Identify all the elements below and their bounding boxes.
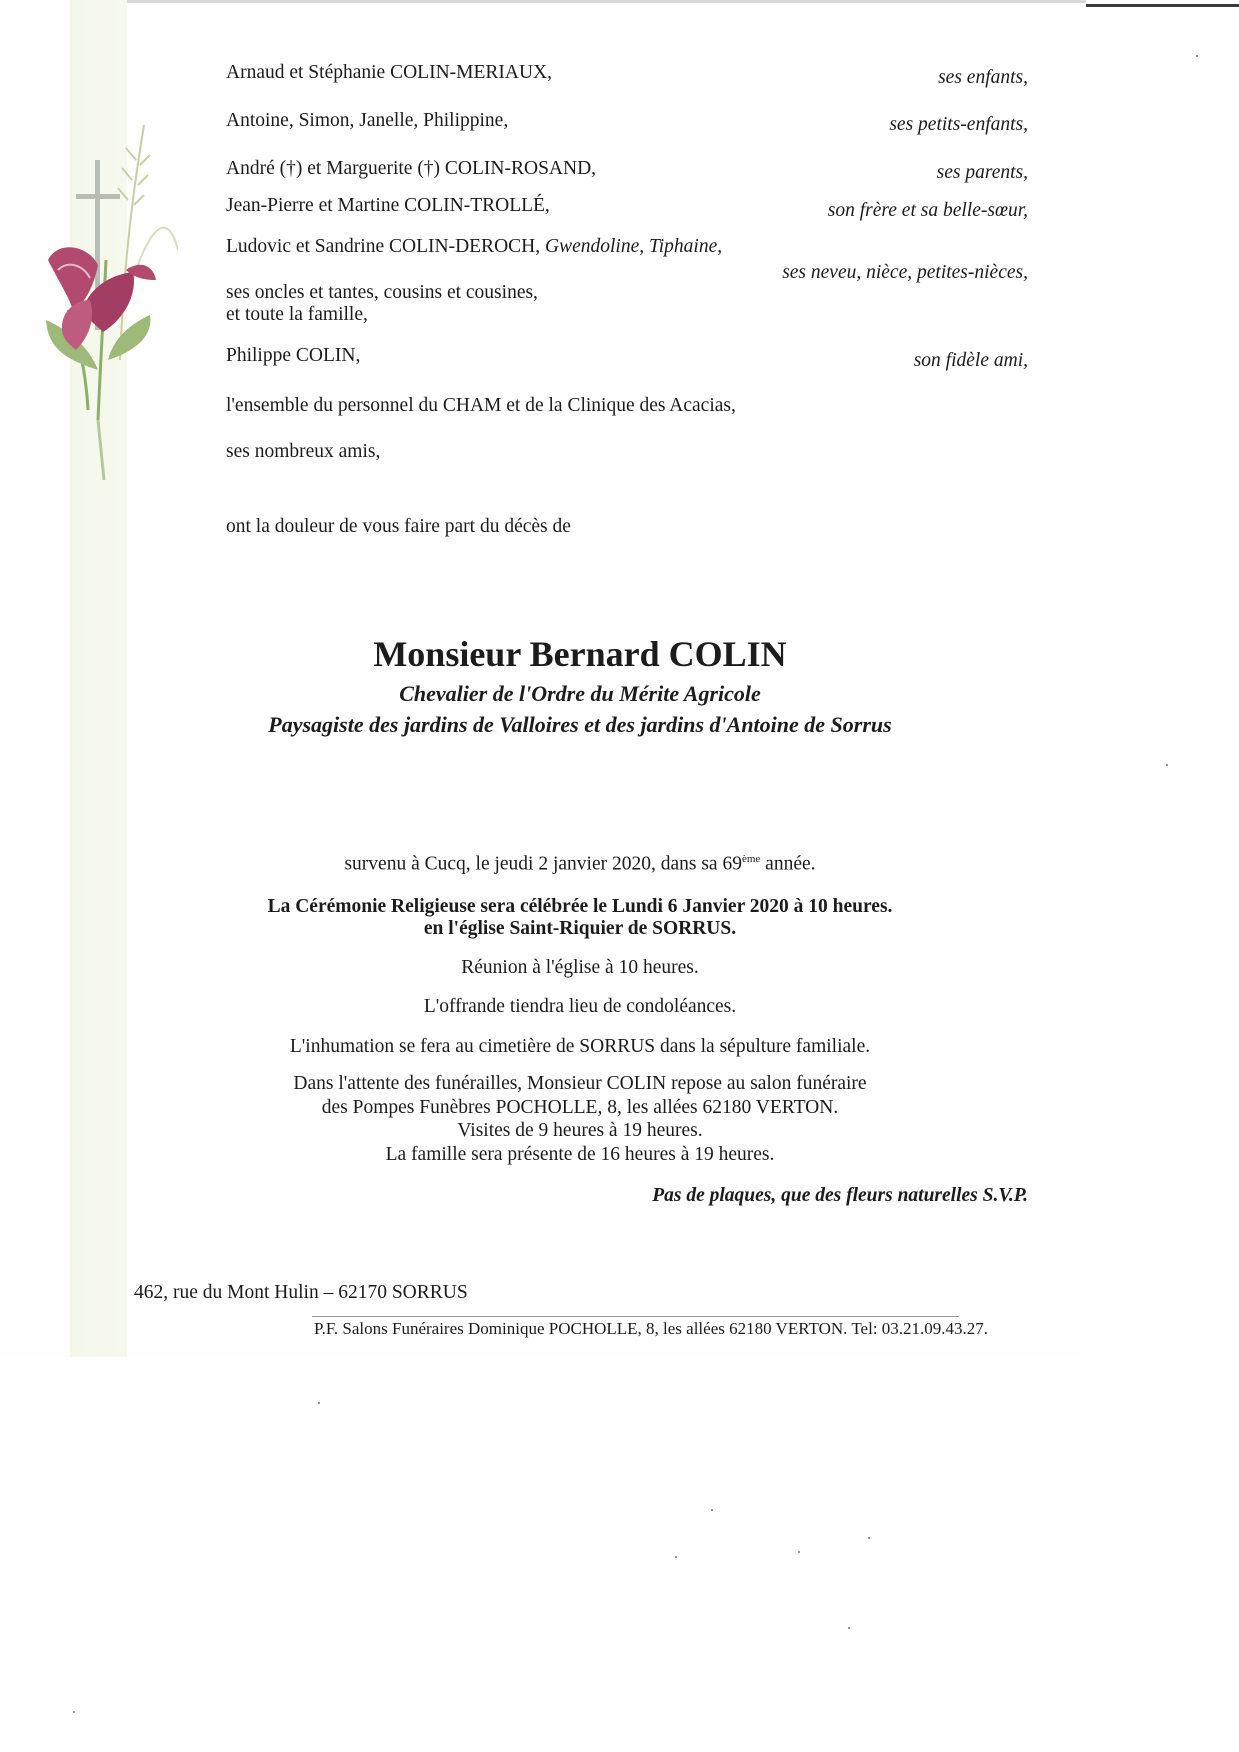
death-text-end: année. — [760, 853, 816, 875]
sibling-relation: son frère et sa belle-sœur, — [827, 200, 1028, 221]
family-present-line: La famille sera présente de 16 heures à 19 heures. — [385, 1144, 775, 1165]
burial-line: L'inhumation se fera au cimetière de SORRUS dans la sépulture familiale. — [289, 1036, 871, 1057]
friend-names: Philippe COLIN, — [226, 345, 361, 366]
floral-ornament — [28, 110, 178, 480]
scan-edge — [1086, 4, 1239, 7]
scan-speck — [73, 1711, 75, 1713]
address-line: 462, rue du Mont Hulin – 62170 SORRUS — [134, 1282, 468, 1303]
grandchildren-names: Antoine, Simon, Janelle, Philippine, — [226, 110, 509, 131]
visits-line: Visites de 9 heures à 19 heures. — [457, 1120, 703, 1141]
parents-relation: ses parents, — [936, 162, 1028, 183]
announcement-line: ont la douleur de vous faire part du décès de — [226, 516, 571, 537]
rest-line-2: des Pompes Funèbres POCHOLLE, 8, les allées 62180 VERTON. — [321, 1097, 839, 1118]
nephew-names-italic: Gwendoline, Tiphaine, — [545, 236, 723, 257]
top-edge — [70, 0, 1086, 3]
offering-line: L'offrande tiendra lieu de condoléances. — [423, 996, 737, 1017]
nephew-relation: ses neveu, nièce, petites-nièces, — [782, 262, 1028, 283]
footer-rule — [312, 1316, 959, 1317]
death-line — [0, 854, 1160, 874]
children-names: Arnaud et Stéphanie COLIN-MERIAUX, — [226, 62, 553, 83]
ceremony-line-1: La Cérémonie Religieuse sera célébrée le Lundi 6 Janvier 2020 à 10 heures. — [267, 896, 893, 917]
deceased-title-2: Paysagiste des jardins de Valloires et des jardins d'Antoine de Sorrus — [268, 712, 892, 737]
calla-lily-icon — [46, 247, 156, 420]
grandchildren-relation: ses petits-enfants, — [889, 114, 1028, 135]
parents-names: André (†) et Marguerite (†) COLIN-ROSAND, — [226, 158, 597, 179]
death-text: survenu à Cucq, le jeudi 2 janvier 2020, dans sa 69 — [344, 853, 742, 875]
scan-speck — [318, 1402, 320, 1404]
friend-relation: son fidèle ami, — [913, 350, 1028, 371]
nephew-names — [226, 237, 722, 257]
scan-speck — [798, 1551, 800, 1553]
scan-speck — [848, 1627, 850, 1629]
deceased-name: Monsieur Bernard COLIN — [373, 634, 787, 674]
ceremony-line-2: en l'église Saint-Riquier de SORRUS. — [423, 918, 737, 939]
rest-line-1: Dans l'attente des funérailles, Monsieur COLIN repose au salon funéraire — [293, 1073, 867, 1094]
staff-line: l'ensemble du personnel du CHAM et de la Clinique des Acacias, — [226, 395, 736, 416]
scan-speck — [1166, 764, 1168, 766]
scan-speck — [1196, 55, 1198, 57]
deceased-title-1: Chevalier de l'Ordre du Mérite Agricole — [399, 681, 761, 706]
meeting-line: Réunion à l'église à 10 heures. — [461, 957, 699, 978]
death-superscript: ème — [741, 853, 761, 865]
nephew-names-main: Ludovic et Sandrine COLIN-DEROCH, — [226, 236, 541, 257]
no-plaques-line: Pas de plaques, que des fleurs naturelles S.V.P. — [652, 1185, 1028, 1206]
relatives-line1: ses oncles et tantes, cousins et cousines, — [226, 282, 538, 303]
friends-line: ses nombreux amis, — [226, 441, 381, 462]
scan-speck — [711, 1509, 713, 1511]
scan-speck — [675, 1556, 677, 1558]
sibling-names: Jean-Pierre et Martine COLIN-TROLLÉ, — [226, 195, 550, 216]
scan-speck — [868, 1537, 870, 1539]
footer-line: P.F. Salons Funéraires Dominique POCHOLLE, 8, les allées 62180 VERTON. Tel: 03.21.09.43.27. — [314, 1319, 989, 1338]
children-relation: ses enfants, — [938, 67, 1028, 88]
relatives-line2: et toute la famille, — [226, 304, 368, 325]
